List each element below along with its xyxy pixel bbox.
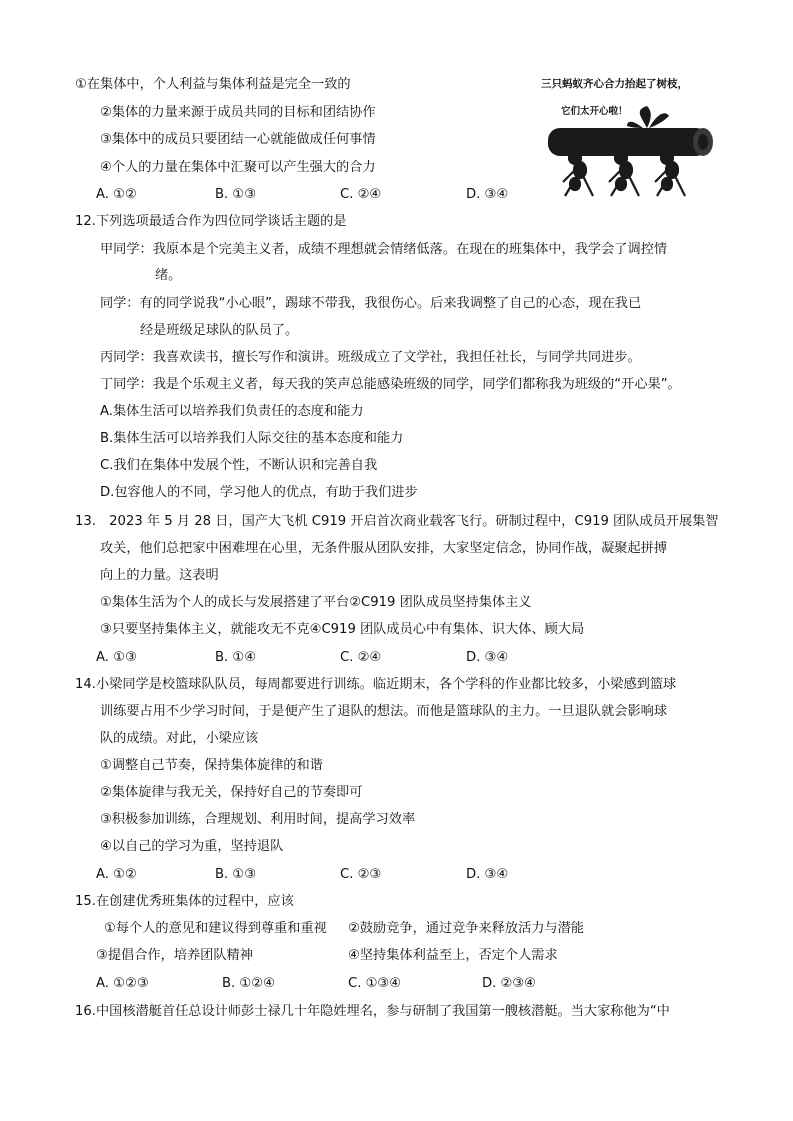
q13-option-b: B. ①④ (215, 650, 257, 665)
q14-option-a: A. ①② (96, 867, 137, 882)
q13-stem-line-3: 向上的力量。这表明 (100, 568, 219, 583)
q12-stem: 12.下列选项最适合作为四位同学谈话主题的是 (75, 214, 347, 229)
q14-option-d: D. ③④ (466, 867, 509, 882)
q12-ding: 丁同学：我是个乐观主义者，每天我的笑声总能感染班级的同学，同学们都称我为班级的“开心果”。 (100, 377, 681, 392)
q15-stem: 15.在创建优秀班集体的过程中，应该 (75, 894, 294, 909)
q11-statement-1: ①在集体中，个人利益与集体利益是完全一致的 (75, 77, 351, 92)
q15-option-b: B. ①②④ (222, 976, 275, 991)
q15-option-a: A. ①②③ (96, 976, 149, 991)
q13-option-a: A. ①③ (96, 650, 137, 665)
q14-stem-line-2: 训练要占用不少学习时间，于是便产生了退队的想法。而他是篮球队的主力。一旦退队就会影响球 (100, 704, 668, 719)
q11-option-b: B. ①③ (215, 187, 257, 202)
q13-option-d: D. ③④ (466, 650, 509, 665)
illustration-caption-2: 它们太开心啦！ (561, 106, 628, 117)
q14-stem-line-1: 14.小梁同学是校篮球队队员，每周都要进行训练。临近期末，各个学科的作业都比较多，小梁感到篮球 (75, 677, 677, 692)
q13-stem-line-1: 13. 2023 年 5 月 28 日，国产大飞机 C919 开启首次商业载客飞行。研制过程中，C919 团队成员开展集智 (75, 514, 719, 529)
q12-option-c: C.我们在集体中发展个性，不断认识和完善自我 (100, 458, 378, 473)
q11-option-d: D. ③④ (466, 187, 509, 202)
q13-stem-line-2: 攻关，他们总把家中困难埋在心里，无条件服从团队安排，大家坚定信念，协同作战，凝聚起拼搏 (100, 541, 668, 556)
q15-option-c: C. ①③④ (348, 976, 402, 991)
q14-statement-4: ④以自己的学习为重，坚持退队 (100, 839, 284, 854)
q13-statements-1-2: ①集体生活为个人的成长与发展搭建了平台②C919 团队成员坚持集体主义 (100, 595, 532, 610)
q14-statement-1: ①调整自己节奏，保持集体旋律的和谐 (100, 758, 323, 773)
q13-option-c: C. ②④ (340, 650, 382, 665)
q11-option-a: A. ①② (96, 187, 137, 202)
q15-statement-2: ②鼓励竞争，通过竞争来释放活力与潜能 (348, 921, 585, 936)
q15-statement-3: ③提倡合作，培养团队精神 (96, 948, 253, 963)
q16-stem-line-1: 16.中国核潜艇首任总设计师彭士禄几十年隐姓埋名，参与研制了我国第一艘核潜艇。当大家称他为“中 (75, 1004, 670, 1019)
q13-statements-3-4: ③只要坚持集体主义，就能攻无不克④C919 团队成员心中有集体、识大体、顾大局 (100, 622, 585, 637)
q11-option-c: C. ②④ (340, 187, 382, 202)
q14-stem-line-3: 队的成绩。对此，小梁应该 (100, 731, 259, 746)
q11-statement-4: ④个人的力量在集体中汇聚可以产生强大的合力 (100, 160, 376, 175)
illustration-caption-1: 三只蚂蚁齐心合力抬起了树枝， (541, 78, 688, 90)
q12-option-a: A.集体生活可以培养我们负责任的态度和能力 (100, 404, 364, 419)
q12-option-b: B.集体生活可以培养我们人际交往的基本态度和能力 (100, 431, 404, 446)
q12-jia-line-1: 甲同学：我原本是个完美主义者，成绩不理想就会情绪低落。在现在的班集体中，我学会了调控情 (100, 242, 668, 257)
q12-yi-line-1: 同学：有的同学说我“小心眼”，踢球不带我，我很伤心。后来我调整了自己的心态，现在我已 (100, 296, 642, 311)
q11-statement-3: ③集体中的成员只要团结一心就能做成任何事情 (100, 132, 376, 147)
q14-statement-3: ③积极参加训练，合理规划、利用时间，提高学习效率 (100, 812, 416, 827)
q14-statement-2: ②集体旋律与我无关，保持好自己的节奏即可 (100, 785, 363, 800)
q15-statement-1: ①每个人的意见和建议得到尊重和重视 (104, 921, 327, 936)
q15-statement-4: ④坚持集体利益至上，否定个人需求 (348, 948, 558, 963)
q14-option-b: B. ①③ (215, 867, 257, 882)
q12-yi-line-2: 经是班级足球队的队员了。 (140, 323, 299, 338)
q14-option-c: C. ②③ (340, 867, 382, 882)
q11-statement-2: ②集体的力量来源于成员共同的目标和团结协作 (100, 105, 376, 120)
leaf-icon (640, 106, 651, 128)
q15-option-d: D. ②③④ (482, 976, 537, 991)
q12-bing: 丙同学：我喜欢读书，擅长写作和演讲。班级成立了文学社，我担任社长，与同学共同进步。 (100, 350, 641, 365)
q12-jia-line-2: 绪。 (155, 268, 182, 283)
q12-option-d: D.包容他人的不同，学习他人的优点，有助于我们进步 (100, 485, 418, 500)
